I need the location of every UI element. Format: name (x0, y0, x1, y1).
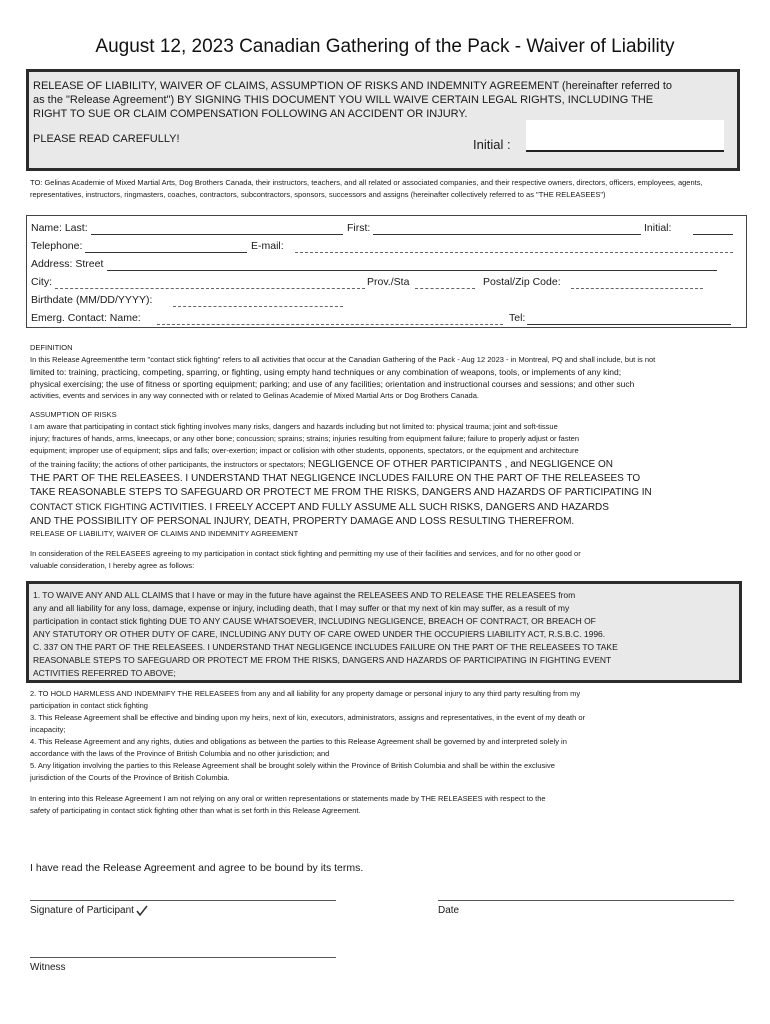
clause3-line1: 3. This Release Agreement shall be effective and binding upon my heirs, next of kin, executors, administrators, assigns and representatives, in the event of my death or (30, 713, 586, 722)
emerg-contact-field[interactable] (157, 324, 503, 325)
address-field[interactable] (107, 270, 717, 271)
first-name-field[interactable] (373, 234, 641, 235)
clauses-section (30, 688, 742, 784)
assumption-line5: THE PART OF THE RELEASEES. I UNDERSTAND THAT NEGLIGENCE INCLUDES FAILURE ON THE PART OF THE RELEASEES TO (30, 473, 641, 484)
assumption-line1: I am aware that participating in contact stick fighting involves many risks, dangers and hazards including but not limited to: physical trauma; joint and soft-tissue (30, 422, 558, 431)
city-label: City: (31, 276, 52, 288)
birthdate-label: Birthdate (MM/DD/YYYY): (31, 294, 153, 306)
agree-statement: I have read the Release Agreement and agree to be bound by its terms. (30, 862, 364, 874)
definition-heading: DEFINITION (30, 343, 73, 352)
assumption-line4b: NEGLIGENCE OF OTHER PARTICIPANTS , and NEGLIGENCE ON (307, 459, 614, 470)
definition-text-c: limited to: training, practicing, competing, sparring, or fighting, using empty hand techniques or any combination of weapons, tools, or implements of any kind; (30, 367, 622, 377)
initial-field[interactable] (693, 234, 733, 235)
email-field[interactable] (295, 252, 733, 253)
birthdate-field[interactable] (173, 306, 343, 307)
initial-label: Initial : (473, 137, 511, 152)
definition-section (30, 342, 742, 402)
definition-text-a: In this Release Agreement (30, 355, 118, 364)
witness-line[interactable] (30, 957, 336, 958)
clause3-line2: incapacity; (30, 725, 66, 734)
read-carefully: PLEASE READ CAREFULLY! (33, 133, 180, 145)
date-label: Date (438, 905, 460, 916)
clause1-line2: any and all liability for any loss, damage, expense or injury, including death, that I may suffer or that my next of kin may suffer, as a result of my (33, 603, 570, 613)
entering-line2: safety of participating in contact stick fighting other than what is set forth in this Release Agreement. (30, 806, 361, 815)
prov-field[interactable] (415, 288, 475, 289)
release-line1: In consideration of the RELEASEES agreeing to my participation in contact stick fighting and permitting my use of their facilities and services, and for no other good or (30, 549, 581, 558)
definition-text-e: activities, events and services in any way connected with or related to (30, 391, 261, 400)
address-label: Address: Street (31, 258, 104, 270)
clause1-line6: REASONABLE STEPS TO SAFEGUARD OR PROTECT ME FROM THE RISKS, DANGERS AND HAZARDS OF PARTICIPATING IN FIGHTING EVENT (33, 655, 612, 665)
assumption-line4a: of the training facility; the actions of other participants, the instructors or spectators; (30, 460, 306, 469)
clause1-line5: C. 337 ON THE PART OF THE RELEASEES. I UNDERSTAND THAT NEGLIGENCE INCLUDES FAILURE ON THE PART OF THE RELEASEES TO TAKE (33, 642, 618, 652)
release-line2: valuable consideration, I hereby agree as follows: (30, 561, 195, 570)
clause1-line7: ACTIVITIES REFERRED TO ABOVE; (33, 668, 176, 678)
participant-form (26, 215, 747, 328)
assumption-line6: TAKE REASONABLE STEPS TO SAFEGUARD OR PROTECT ME FROM THE RISKS, DANGERS AND HAZARDS OF PARTICIPATING IN (30, 487, 652, 498)
telephone-field[interactable] (85, 252, 247, 253)
initial-field-label: Initial: (644, 222, 672, 234)
clause5-line2: jurisdiction of the Courts of the Province of British Columbia. (30, 773, 230, 782)
postal-label: Postal/Zip Code: (483, 276, 561, 288)
clause1-box (26, 581, 742, 683)
email-label: E-mail: (251, 240, 284, 252)
release-header-box (26, 69, 740, 171)
entering-line1: In entering into this Release Agreement I am not relying on any oral or written representations or statements made by THE RELEASEES with respect to the (30, 794, 546, 803)
clause2-line2: participation in contact stick fighting (30, 701, 148, 710)
definition-text-f: Gelinas Academie of Mixed Martial Arts or Dog Brothers Canada. (263, 391, 479, 400)
assumption-line3: equipment; improper use of equipment; slips and falls; over-exertion; impact or collision with other students, opponents, spectators, or the equipment and architecture (30, 446, 579, 455)
assumption-line8: AND THE POSSIBILITY OF PERSONAL INJURY, DEATH, PROPERTY DAMAGE AND LOSS RESULTING THEREFROM. (30, 516, 575, 527)
to-paragraph: TO: Gelinas Academie of Mixed Martial Arts, Dog Brothers Canada, their instructors, teachers, and all related or associated companies, and their respective owners, directors, officers, employees, agents, representatives, instructors, ringmasters, coaches, contractors, subcontractors, sponsors, successors and assigns (hereinafter collectively referred to as "THE RELEASEES") (30, 178, 703, 199)
definition-text-d: physical exercising; the use of fitness or sporting equipment; parking; and use of any facilities; orientation and instructional courses and sessions; and other such (30, 379, 635, 389)
definition-text-b: the term "contact stick fighting" refers to all activities that occur at the Canadian Gathering of the Pack - Aug 12 2023 - in Montreal, PQ and shall include, but is not (117, 355, 656, 364)
city-field[interactable] (55, 288, 365, 289)
first-name-label: First: (347, 222, 371, 234)
emerg-tel-label: Tel: (509, 312, 526, 324)
release-intro: RELEASE OF LIABILITY, WAIVER OF CLAIMS, ASSUMPTION OF RISKS AND INDEMNITY AGREEMENT (hereinafter referred to as the "Release Agreement") BY SIGNING THIS DOCUMENT YOU WILL WAIVE CERTAIN LEGAL RIGHTS, INCLUDING THE RIGHT TO SUE OR CLAIM COMPENSATION FOLLOWING AN ACCIDENT OR INJURY. (33, 80, 672, 120)
clause1-text (33, 589, 733, 680)
initial-input[interactable] (526, 120, 724, 152)
signature-label: Signature of Participant (30, 905, 134, 916)
clause1-line3: participation in contact stick fighting DUE TO ANY CAUSE WHATSOEVER, INCLUDING NEGLIGENCE, BREACH OF CONTRACT, OR BREACH OF (33, 616, 596, 626)
assumption-section (30, 409, 742, 529)
clause4-line1: 4. This Release Agreement and any rights, duties and obligations as between the parties to this Release Agreement shall be governed by and interpreted solely in (30, 737, 567, 746)
page-title: August 12, 2023 Canadian Gathering of the Pack - Waiver of Liability (95, 36, 675, 57)
last-name-field[interactable] (91, 234, 343, 235)
prov-label: Prov./Sta (367, 276, 410, 288)
release-heading: RELEASE OF LIABILITY, WAIVER OF CLAIMS AND INDEMNITY AGREEMENT (30, 529, 299, 538)
clause4-line2: accordance with the laws of the Province of British Columbia and no other jurisdiction; and (30, 749, 330, 758)
clause2-line1: 2. TO HOLD HARMLESS AND INDEMNIFY THE RELEASEES from any and all liability for any property damage or personal injury to any third party resulting from my (30, 689, 581, 698)
emerg-contact-label: Emerg. Contact: Name: (31, 312, 141, 324)
date-line[interactable] (438, 900, 734, 901)
witness-label: Witness (30, 962, 66, 973)
release-section (30, 528, 742, 572)
name-last-label: Name: Last: (31, 222, 88, 234)
assumption-line2: injury; fractures of hands, arms, kneecaps, or any other bone; concussion; sprains; strains; injuries resulting from equipment failure; failure to properly adjust or fasten (30, 434, 580, 443)
assumption-line7a: CONTACT STICK FIGHTING (30, 502, 148, 512)
clause1-line1: 1. TO WAIVE ANY AND ALL CLAIMS that I have or may in the future have against the RELEASEES AND TO RELEASE THE RELEASEES from (33, 590, 576, 600)
postal-field[interactable] (571, 288, 703, 289)
assumption-heading: ASSUMPTION OF RISKS (30, 410, 117, 419)
telephone-label: Telephone: (31, 240, 83, 252)
signature-line[interactable] (30, 900, 336, 901)
emerg-tel-field[interactable] (527, 324, 731, 325)
clause5-line1: 5. Any litigation involving the parties to this Release Agreement shall be brought solely within the Province of British Columbia and shall be within the exclusive (30, 761, 555, 770)
checkmark-icon (136, 905, 148, 917)
clause1-line4: ANY STATUTORY OR OTHER DUTY OF CARE, INCLUDING ANY DUTY OF CARE OWED UNDER THE OCCUPIERS LIABILITY ACT, R.S.B.C. 1996. (33, 629, 606, 639)
assumption-line7b: ACTIVITIES. I FREELY ACCEPT AND FULLY ASSUME ALL SUCH RISKS, DANGERS AND HAZARDS (149, 502, 609, 513)
entering-section (30, 793, 742, 817)
